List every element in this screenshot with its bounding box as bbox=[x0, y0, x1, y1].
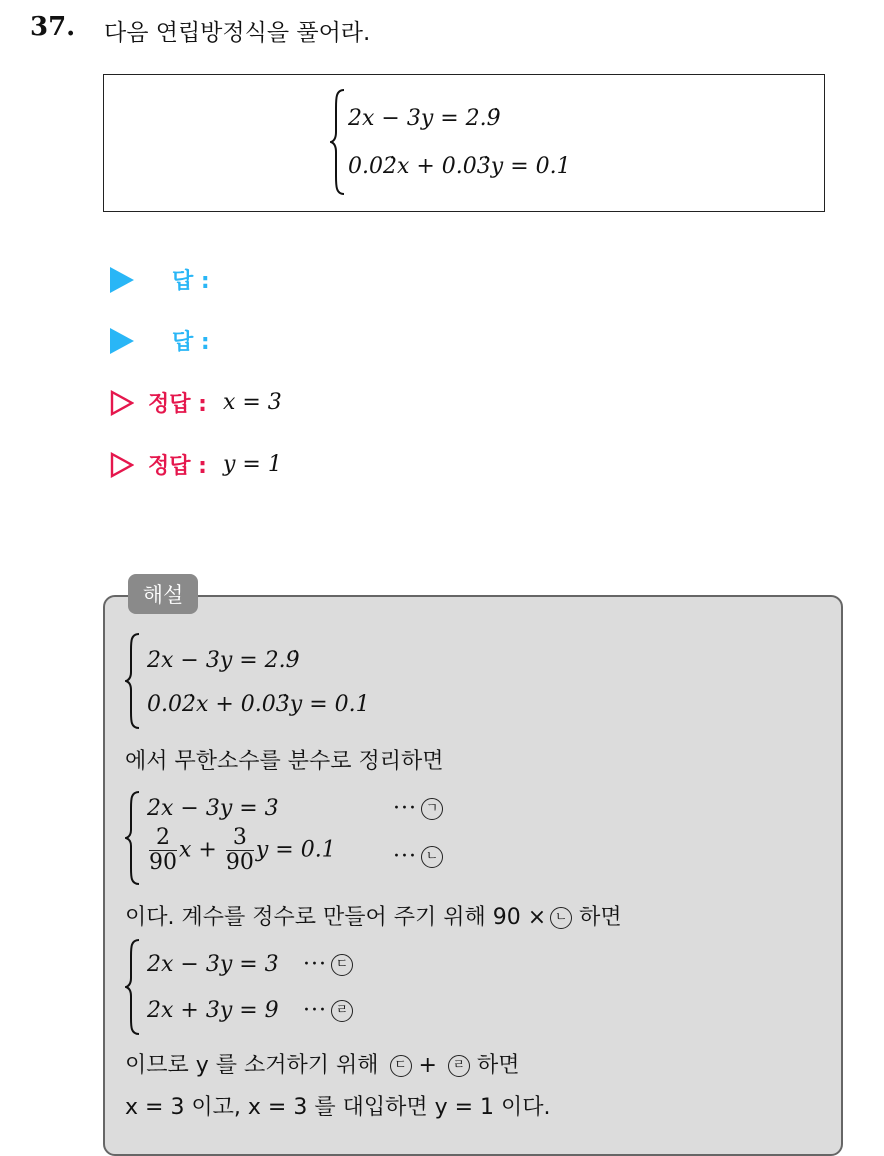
fraction bbox=[226, 826, 254, 875]
equation-marker: ··· ㄹ bbox=[303, 998, 353, 1023]
correct-answer-row-1 bbox=[110, 387, 282, 418]
circled-marker-icon: ㄷ bbox=[331, 954, 353, 976]
circled-marker-icon: ㄹ bbox=[331, 1000, 353, 1022]
circled-marker-icon: ㄱ bbox=[421, 798, 443, 820]
solution-system-2 bbox=[125, 790, 445, 890]
solution-equation: 2x − 3y = 2.9̇ bbox=[147, 648, 300, 673]
solution-system-3 bbox=[125, 938, 425, 1038]
left-brace-icon bbox=[125, 790, 141, 886]
play-triangle-icon bbox=[110, 267, 134, 293]
circled-marker-icon: ㄷ bbox=[390, 1055, 412, 1077]
solution-equation: 2x + 3y = 9 bbox=[147, 998, 279, 1023]
circled-marker-icon: ㄴ bbox=[421, 846, 443, 868]
correct-answer-value: y = 1 bbox=[222, 452, 282, 477]
correct-answer-label: 정답 : bbox=[148, 392, 207, 417]
answer-label: 답 : bbox=[172, 269, 210, 294]
outline-triangle-icon bbox=[110, 452, 134, 478]
text-segment: 하면 bbox=[579, 905, 622, 930]
text-segment: 이다. 계수를 정수로 만들어 주기 위해 90 × bbox=[125, 905, 547, 930]
fraction-denominator: 90 bbox=[149, 850, 177, 875]
solution-equation-fractions: $\frac{2}{90}$ x + $\frac{3}{90}$ y = 0.1 bbox=[149, 825, 336, 875]
correct-answer-label: 정답 : bbox=[148, 454, 207, 479]
left-brace-icon bbox=[330, 88, 346, 196]
left-brace-icon bbox=[125, 632, 141, 730]
outline-triangle-icon bbox=[110, 390, 134, 416]
text-segment: 하면 bbox=[476, 1053, 520, 1078]
problem-equation-1: 2x − 3y = 2.9̇ bbox=[348, 106, 501, 131]
solution-text-line bbox=[125, 900, 622, 931]
fraction-denominator: 90 bbox=[225, 850, 254, 875]
solution-text-line bbox=[125, 1048, 519, 1079]
solution-equation: 2x − 3y = 3 bbox=[147, 952, 279, 977]
answer-row-1 bbox=[110, 264, 210, 295]
circled-marker-icon: ㄹ bbox=[448, 1055, 470, 1077]
problem-system bbox=[330, 88, 590, 198]
correct-answer-row-2 bbox=[110, 449, 282, 480]
solution-equation: 0.02̇x + 0.03̇y = 0.1 bbox=[147, 692, 370, 717]
play-triangle-icon bbox=[110, 328, 134, 354]
solution-system-1 bbox=[125, 632, 425, 732]
circled-marker-icon: ㄴ bbox=[550, 907, 572, 929]
left-brace-icon bbox=[125, 938, 141, 1036]
text-segment: 이므로 y 를 소거하기 위해 bbox=[125, 1053, 379, 1078]
equation-remainder: y = 0.1 bbox=[255, 837, 336, 863]
equation-marker: ··· ㄱ bbox=[393, 796, 443, 821]
problem-equation-2: 0.02̇x + 0.03̇y = 0.1 bbox=[348, 154, 571, 179]
question-number: 37. bbox=[30, 12, 76, 42]
fraction-numerator: 2 bbox=[149, 826, 177, 851]
answer-label: 답 : bbox=[172, 330, 210, 355]
plus-sign: + bbox=[418, 1053, 437, 1078]
fraction bbox=[149, 826, 177, 875]
solution-text-line: x = 3 이고, x = 3 를 대입하면 y = 1 이다. bbox=[125, 1095, 551, 1120]
correct-answer-value: x = 3 bbox=[222, 390, 282, 415]
equation-marker: ··· ㄴ bbox=[393, 844, 443, 869]
equation-marker: ··· ㄷ bbox=[303, 952, 353, 977]
answer-row-2 bbox=[110, 325, 210, 356]
solution-tab: 해설 bbox=[128, 574, 198, 614]
solution-equation: 2x − 3y = 3 bbox=[147, 796, 279, 821]
solution-text-line: 에서 무한소수를 분수로 정리하면 bbox=[125, 749, 444, 774]
fraction-numerator: 3 bbox=[226, 826, 254, 851]
question-text: 다음 연립방정식을 풀어라. bbox=[104, 20, 371, 46]
